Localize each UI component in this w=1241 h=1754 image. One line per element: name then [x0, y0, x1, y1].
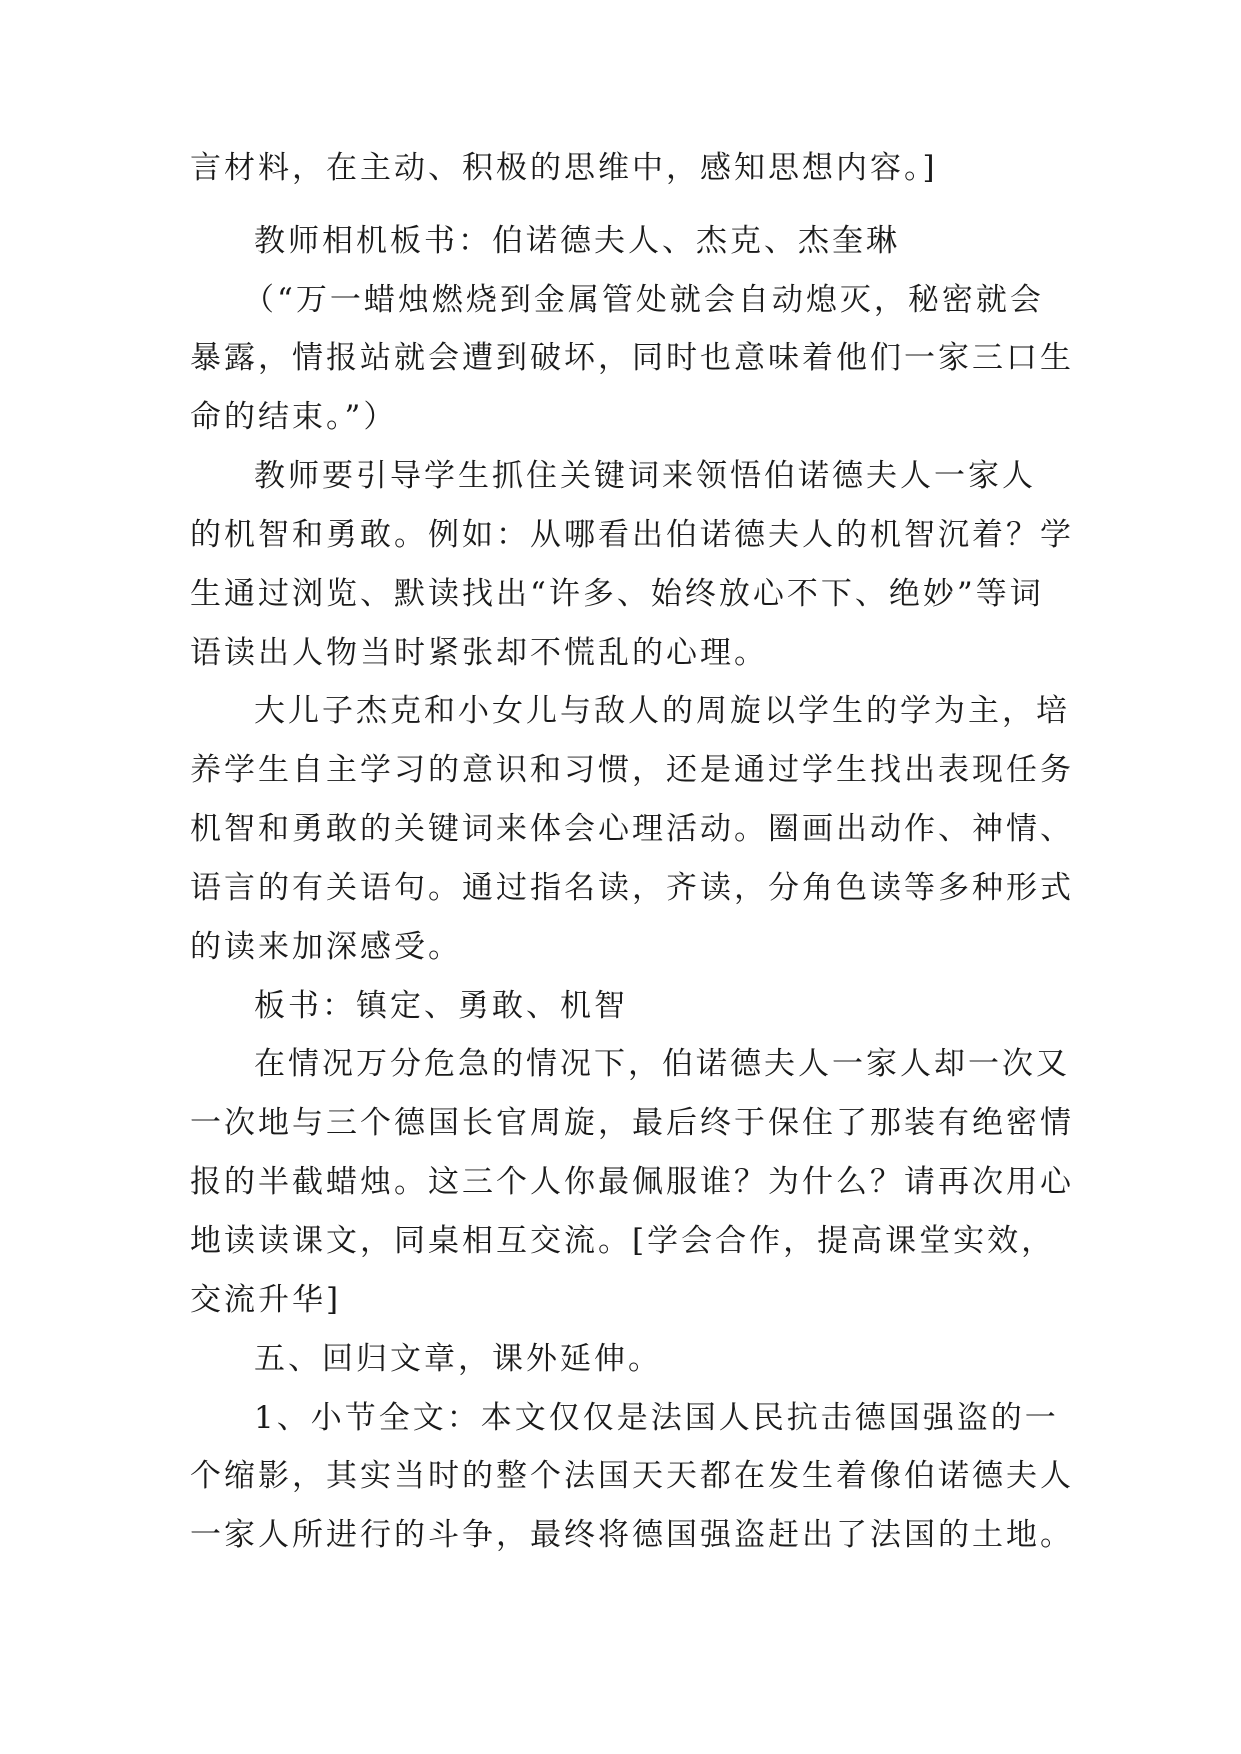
text-line: 语读出人物当时紧张却不慌乱的心理。 [190, 635, 768, 671]
text-line: 生通过浏览、默读找出“许多、始终放心不下、绝妙”等词 [190, 576, 1044, 612]
text-line: 1、小节全文：本文仅仅是法国人民抗击德国强盗的一 [254, 1400, 1059, 1436]
text-line: 五、回归文章，课外延伸。 [254, 1341, 662, 1377]
text-line: 言材料，在主动、积极的思维中，感知思想内容。] [190, 150, 938, 186]
text-line: 一家人所进行的斗争，最终将德国强盗赶出了法国的土地。 [190, 1517, 1074, 1553]
text-line: 板书：镇定、勇敢、机智 [254, 988, 628, 1024]
text-line: 语言的有关语句。通过指名读，齐读，分角色读等多种形式 [190, 870, 1074, 906]
text-line: 教师要引导学生抓住关键词来领悟伯诺德夫人一家人 [254, 458, 1036, 494]
text-line: 交流升华] [190, 1282, 342, 1318]
text-line: 个缩影，其实当时的整个法国天天都在发生着像伯诺德夫人 [190, 1458, 1074, 1494]
text-line: 养学生自主学习的意识和习惯，还是通过学生找出表现任务 [190, 752, 1074, 788]
text-line: 地读读课文，同桌相互交流。[学会合作，提高课堂实效， [190, 1223, 1056, 1259]
text-line: （“万一蜡烛燃烧到金属管处就会自动熄灭，秘密就会 [243, 282, 1044, 318]
text-line: 暴露，情报站就会遭到破坏，同时也意味着他们一家三口生 [190, 340, 1074, 376]
text-line: 机智和勇敢的关键词来体会心理活动。圈画出动作、神情、 [190, 811, 1074, 847]
text-line: 教师相机板书：伯诺德夫人、杰克、杰奎琳 [254, 223, 900, 259]
text-line: 的读来加深感受。 [190, 929, 462, 965]
text-line: 命的结束。”） [190, 399, 398, 435]
text-line: 在情况万分危急的情况下，伯诺德夫人一家人却一次又 [254, 1046, 1070, 1082]
text-line: 报的半截蜡烛。这三个人你最佩服谁？为什么？请再次用心 [190, 1164, 1074, 1200]
text-line: 的机智和勇敢。例如：从哪看出伯诺德夫人的机智沉着？学 [190, 517, 1074, 553]
text-line: 一次地与三个德国长官周旋，最后终于保住了那装有绝密情 [190, 1105, 1074, 1141]
text-line: 大儿子杰克和小女儿与敌人的周旋以学生的学为主，培 [254, 693, 1070, 729]
